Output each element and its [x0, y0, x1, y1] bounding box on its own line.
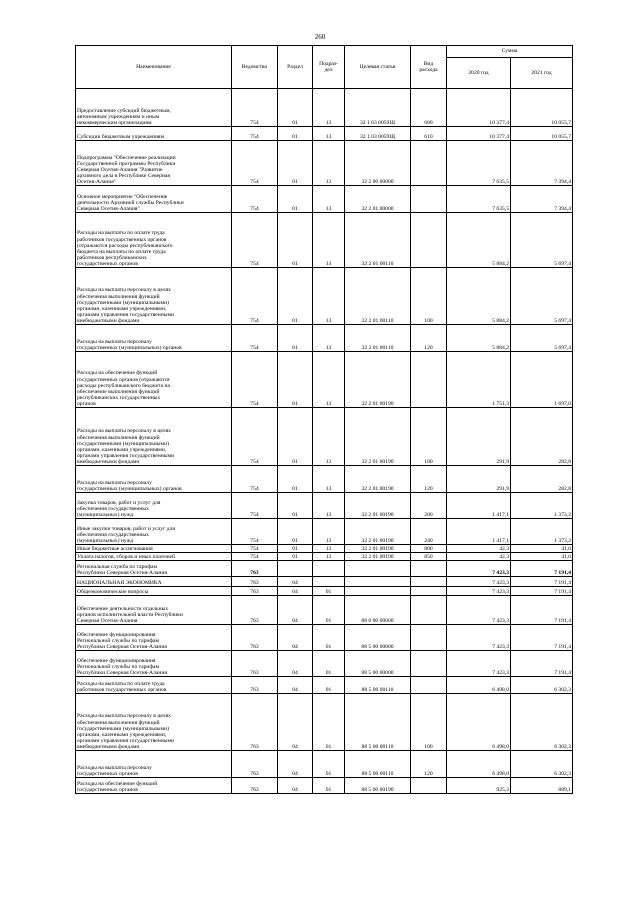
- cell-razdel: 04: [278, 651, 313, 677]
- cell-expense-type: 120: [411, 466, 447, 493]
- table-row: [76, 587, 573, 596]
- cell-target-article: 32 1 03 0059Щ: [345, 89, 411, 127]
- cell-podrazdel: 13: [313, 89, 345, 127]
- cell-expense-type: [411, 778, 447, 794]
- cell-expense-type: [411, 625, 447, 651]
- cell-expense-type: [411, 186, 447, 213]
- cell-name: Региональная служба по тарифам Республики Северная Осетия-Алания: [76, 561, 232, 577]
- cell-sum-2021: 7 191,4: [511, 651, 573, 677]
- cell-podrazdel: 13: [313, 325, 345, 352]
- cell-target-article: 32 2 00 00000: [345, 141, 411, 186]
- cell-sum-2020: 1 417,1: [447, 519, 511, 545]
- cell-razdel: 01: [278, 519, 313, 545]
- header-sum: Сумма: [447, 46, 573, 58]
- cell-name: НАЦИОНАЛЬНАЯ ЭКОНОМИКА: [76, 577, 232, 587]
- cell-vedomstvo: 754: [232, 89, 278, 127]
- cell-razdel: 01: [278, 466, 313, 493]
- cell-name: Расходы на обеспечение функций государственных органов (отражаются расходы республиканского бюджета на обеспечение выполнения функций республиканских государственных органов: [76, 352, 232, 408]
- cell-name: Предоставление субсидий бюджетным, автономным учреждениям и иным некоммерческим организациям: [76, 89, 232, 127]
- cell-target-article: 88 5 00 00110: [345, 694, 411, 751]
- cell-target-article: 88 5 00 00110: [345, 751, 411, 778]
- cell-name: Обеспечение функционирования Региональной службы по тарифам Республики Северная Осетия-Алания: [76, 625, 232, 651]
- cell-target-article: 32 1 03 0059Щ: [345, 127, 411, 141]
- header-expense-type: Вид расхода: [411, 46, 447, 89]
- cell-podrazdel: 13: [313, 493, 345, 519]
- header-name: Наименование: [76, 46, 232, 89]
- cell-name: Расходы на выплаты персоналу государственных (муниципальных) органов: [76, 325, 232, 352]
- cell-sum-2021: 282,8: [511, 408, 573, 466]
- table-row: [76, 493, 573, 519]
- cell-sum-2020: 925,3: [447, 778, 511, 794]
- cell-sum-2021: 1 373,2: [511, 519, 573, 545]
- cell-name: Расходы на выплаты по оплате труда работников государственных органов: [76, 677, 232, 694]
- cell-expense-type: [411, 596, 447, 625]
- cell-target-article: 88 5 00 00190: [345, 778, 411, 794]
- cell-name: Иные закупки товаров, работ и услуг для обеспечения государственных (муниципальных) нужд: [76, 519, 232, 545]
- cell-sum-2021: 41,0: [511, 553, 573, 561]
- cell-sum-2021: 282,8: [511, 466, 573, 493]
- cell-vedomstvo: 763: [232, 778, 278, 794]
- cell-expense-type: 100: [411, 268, 447, 325]
- cell-sum-2021: 7 191,4: [511, 577, 573, 587]
- cell-vedomstvo: 763: [232, 561, 278, 577]
- cell-vedomstvo: 754: [232, 186, 278, 213]
- cell-podrazdel: 01: [313, 596, 345, 625]
- cell-vedomstvo: 754: [232, 545, 278, 553]
- cell-podrazdel: [313, 561, 345, 577]
- cell-expense-type: [411, 587, 447, 596]
- cell-target-article: 32 2 01 00000: [345, 186, 411, 213]
- cell-target-article: [345, 561, 411, 577]
- cell-sum-2020: 7 423,3: [447, 596, 511, 625]
- header-target-article: Целевая статья: [345, 46, 411, 89]
- table-row: [76, 545, 573, 553]
- cell-target-article: 32 2 01 00110: [345, 213, 411, 268]
- cell-razdel: 04: [278, 751, 313, 778]
- cell-name: Расходы на выплаты персоналу в целях обеспечения выполнения функций государственными (муниципальными) органами, казенными учреждениями, органами управления государственными внебюджетными фондами: [76, 268, 232, 325]
- cell-sum-2020: 7 423,3: [447, 651, 511, 677]
- cell-name: Обеспечение функционирования Региональной службы по тарифам Республики Северная Осетия-Алания: [76, 651, 232, 677]
- cell-target-article: 32 2 01 00110: [345, 325, 411, 352]
- cell-target-article: 32 2 01 00190: [345, 553, 411, 561]
- header-year-2020: 2020 год: [447, 58, 511, 89]
- cell-sum-2020: 1 417,1: [447, 493, 511, 519]
- cell-expense-type: [411, 141, 447, 186]
- cell-sum-2021: 7 191,4: [511, 561, 573, 577]
- cell-podrazdel: 13: [313, 268, 345, 325]
- cell-name: Общеэкономические вопросы: [76, 587, 232, 596]
- cell-vedomstvo: 754: [232, 466, 278, 493]
- cell-sum-2021: 6 302,3: [511, 751, 573, 778]
- cell-sum-2020: 10 377,4: [447, 127, 511, 141]
- cell-razdel: 01: [278, 553, 313, 561]
- cell-sum-2020: 7 423,3: [447, 561, 511, 577]
- header-year-2021: 2021 год: [511, 58, 573, 89]
- table-row: [76, 778, 573, 794]
- cell-sum-2021: 1 373,2: [511, 493, 573, 519]
- table-row: [76, 352, 573, 408]
- cell-sum-2020: 42,3: [447, 545, 511, 553]
- cell-name: Расходы на выплаты персоналу государственных органов: [76, 751, 232, 778]
- cell-podrazdel: 01: [313, 751, 345, 778]
- cell-expense-type: [411, 561, 447, 577]
- cell-expense-type: 100: [411, 408, 447, 466]
- cell-sum-2020: 5 884,2: [447, 213, 511, 268]
- table-row: [76, 408, 573, 466]
- cell-target-article: [345, 577, 411, 587]
- cell-sum-2020: 5 884,2: [447, 268, 511, 325]
- cell-expense-type: 610: [411, 127, 447, 141]
- cell-razdel: [278, 561, 313, 577]
- cell-sum-2020: 291,9: [447, 408, 511, 466]
- cell-razdel: 04: [278, 596, 313, 625]
- cell-sum-2021: 6 302,3: [511, 677, 573, 694]
- cell-sum-2021: 7 191,4: [511, 596, 573, 625]
- cell-sum-2021: 5 697,4: [511, 213, 573, 268]
- cell-target-article: 88 5 00 00000: [345, 625, 411, 651]
- cell-target-article: 88 0 00 00000: [345, 596, 411, 625]
- cell-sum-2020: 10 377,4: [447, 89, 511, 127]
- cell-name: Основное мероприятие "Обеспечение деятельности Архивной службы Республики Северная Осетия-Алания": [76, 186, 232, 213]
- table-row: [76, 466, 573, 493]
- cell-razdel: 04: [278, 577, 313, 587]
- cell-podrazdel: 13: [313, 213, 345, 268]
- cell-razdel: 01: [278, 352, 313, 408]
- cell-sum-2020: 7 423,3: [447, 625, 511, 651]
- cell-expense-type: 100: [411, 694, 447, 751]
- cell-sum-2020: 7 423,3: [447, 577, 511, 587]
- cell-podrazdel: 13: [313, 545, 345, 553]
- cell-name: Уплата налогов, сборов и иных платежей: [76, 553, 232, 561]
- budget-table: [75, 45, 573, 794]
- cell-vedomstvo: 754: [232, 141, 278, 186]
- table-row: [76, 213, 573, 268]
- cell-sum-2020: 6 498,0: [447, 751, 511, 778]
- cell-podrazdel: 01: [313, 625, 345, 651]
- cell-podrazdel: 13: [313, 519, 345, 545]
- cell-name: Расходы на выплаты персоналу государственных (муниципальных) органов: [76, 466, 232, 493]
- cell-expense-type: [411, 651, 447, 677]
- table-row: [76, 268, 573, 325]
- cell-vedomstvo: 763: [232, 577, 278, 587]
- cell-sum-2020: 7 635,5: [447, 141, 511, 186]
- cell-target-article: [345, 587, 411, 596]
- table-row: [76, 89, 573, 127]
- cell-sum-2020: 6 498,0: [447, 677, 511, 694]
- cell-podrazdel: [313, 577, 345, 587]
- cell-name: Расходы на выплаты по оплате труда работников государственных органов (отражаются расходы республиканского бюджета на выплаты по оплате труда работников республиканских государственных органов: [76, 213, 232, 268]
- cell-expense-type: [411, 577, 447, 587]
- header-vedomstvo: Ведомство: [232, 46, 278, 89]
- cell-name: Субсидии бюджетным учреждениям: [76, 127, 232, 141]
- cell-name: Обеспечение деятельности отдельных органов исполнительной власти Республики Северная Осетия-Алания: [76, 596, 232, 625]
- cell-sum-2021: 7 191,4: [511, 625, 573, 651]
- cell-razdel: 01: [278, 408, 313, 466]
- cell-vedomstvo: 754: [232, 352, 278, 408]
- cell-sum-2021: 41,0: [511, 545, 573, 553]
- cell-vedomstvo: 763: [232, 651, 278, 677]
- cell-expense-type: 850: [411, 553, 447, 561]
- cell-target-article: 32 2 01 00190: [345, 352, 411, 408]
- cell-sum-2020: 1 751,3: [447, 352, 511, 408]
- cell-razdel: 01: [278, 141, 313, 186]
- cell-sum-2021: 6 302,3: [511, 694, 573, 751]
- cell-target-article: 32 2 01 00190: [345, 408, 411, 466]
- table-row: [76, 751, 573, 778]
- cell-razdel: 01: [278, 325, 313, 352]
- cell-expense-type: 240: [411, 519, 447, 545]
- cell-expense-type: 600: [411, 89, 447, 127]
- cell-vedomstvo: 754: [232, 493, 278, 519]
- cell-vedomstvo: 763: [232, 677, 278, 694]
- table-row: [76, 561, 573, 577]
- table-row: [76, 677, 573, 694]
- cell-podrazdel: 01: [313, 651, 345, 677]
- table-row: [76, 325, 573, 352]
- cell-expense-type: 800: [411, 545, 447, 553]
- cell-vedomstvo: 754: [232, 553, 278, 561]
- cell-razdel: 04: [278, 694, 313, 751]
- cell-podrazdel: 13: [313, 141, 345, 186]
- cell-sum-2020: 7 635,5: [447, 186, 511, 213]
- cell-razdel: 01: [278, 268, 313, 325]
- cell-sum-2020: 42,3: [447, 553, 511, 561]
- cell-name: Закупка товаров, работ и услуг для обеспечения государственных (муниципальных) нужд: [76, 493, 232, 519]
- cell-vedomstvo: 763: [232, 751, 278, 778]
- cell-razdel: 04: [278, 587, 313, 596]
- cell-vedomstvo: 754: [232, 408, 278, 466]
- table-body: [76, 89, 573, 794]
- cell-podrazdel: 13: [313, 352, 345, 408]
- cell-sum-2021: 889,1: [511, 778, 573, 794]
- page-number: 260: [314, 33, 326, 41]
- cell-vedomstvo: 763: [232, 596, 278, 625]
- table-row: [76, 596, 573, 625]
- cell-name: Расходы на выплаты персоналу в целях обеспечения выполнения функций государственными (муниципальными) органами, казенными учреждениями, органами управления государственными внебюджетными фондами: [76, 408, 232, 466]
- cell-name: Подпрограмма "Обеспечение реализации Государственной программы Республики Северная Осетия-Алания "Развитие архивного дела в Республике Северная Осетия-Алания": [76, 141, 232, 186]
- cell-target-article: 32 2 01 00190: [345, 519, 411, 545]
- cell-vedomstvo: 754: [232, 127, 278, 141]
- cell-sum-2021: 7 191,4: [511, 587, 573, 596]
- cell-expense-type: [411, 213, 447, 268]
- cell-razdel: 01: [278, 127, 313, 141]
- cell-expense-type: 200: [411, 493, 447, 519]
- cell-podrazdel: 01: [313, 677, 345, 694]
- cell-vedomstvo: 754: [232, 325, 278, 352]
- cell-target-article: 32 2 01 00190: [345, 466, 411, 493]
- cell-razdel: 04: [278, 677, 313, 694]
- cell-sum-2021: 1 697,0: [511, 352, 573, 408]
- cell-vedomstvo: 754: [232, 519, 278, 545]
- header-razdel: Раздел: [278, 46, 313, 89]
- cell-sum-2021: 7 394,4: [511, 186, 573, 213]
- cell-podrazdel: 01: [313, 778, 345, 794]
- table-row: [76, 127, 573, 141]
- cell-target-article: 32 2 01 00190: [345, 493, 411, 519]
- cell-sum-2021: 10 055,7: [511, 89, 573, 127]
- cell-razdel: 01: [278, 89, 313, 127]
- cell-podrazdel: 01: [313, 694, 345, 751]
- cell-name: Расходы на выплаты персоналу в целях обеспечения выполнения функций государственными (муниципальными) органами, казенными учреждениями, органами управления государственными внебюджетными фондами: [76, 694, 232, 751]
- cell-sum-2020: 5 884,2: [447, 325, 511, 352]
- cell-sum-2021: 10 055,7: [511, 127, 573, 141]
- cell-podrazdel: 13: [313, 408, 345, 466]
- table-row: [76, 141, 573, 186]
- cell-name: Расходы на обеспечение функций государственных органов: [76, 778, 232, 794]
- cell-sum-2020: 7 423,3: [447, 587, 511, 596]
- cell-target-article: 32 2 01 00190: [345, 545, 411, 553]
- cell-sum-2021: 7 394,4: [511, 141, 573, 186]
- cell-podrazdel: 01: [313, 587, 345, 596]
- cell-podrazdel: 13: [313, 127, 345, 141]
- table-row: [76, 694, 573, 751]
- cell-vedomstvo: 763: [232, 587, 278, 596]
- cell-razdel: 04: [278, 625, 313, 651]
- cell-expense-type: [411, 677, 447, 694]
- cell-vedomstvo: 754: [232, 268, 278, 325]
- table-row: [76, 577, 573, 587]
- cell-expense-type: [411, 352, 447, 408]
- table-row: [76, 519, 573, 545]
- cell-razdel: 01: [278, 493, 313, 519]
- cell-sum-2020: 6 498,0: [447, 694, 511, 751]
- table-row: [76, 186, 573, 213]
- cell-razdel: 04: [278, 778, 313, 794]
- cell-razdel: 01: [278, 213, 313, 268]
- cell-podrazdel: 13: [313, 553, 345, 561]
- cell-target-article: 88 5 00 00000: [345, 651, 411, 677]
- cell-vedomstvo: 763: [232, 694, 278, 751]
- cell-vedomstvo: 754: [232, 213, 278, 268]
- cell-expense-type: 120: [411, 325, 447, 352]
- table-row: [76, 651, 573, 677]
- cell-name: Иные бюджетные ассигнования: [76, 545, 232, 553]
- cell-target-article: 32 2 01 00110: [345, 268, 411, 325]
- cell-razdel: 01: [278, 186, 313, 213]
- header-podrazdel: Подраз- дел: [313, 46, 345, 89]
- table-row: [76, 553, 573, 561]
- cell-sum-2020: 291,9: [447, 466, 511, 493]
- cell-target-article: 88 5 00 00110: [345, 677, 411, 694]
- cell-expense-type: 120: [411, 751, 447, 778]
- cell-vedomstvo: 763: [232, 625, 278, 651]
- cell-sum-2021: 5 697,4: [511, 268, 573, 325]
- cell-sum-2021: 5 697,4: [511, 325, 573, 352]
- table-row: [76, 625, 573, 651]
- cell-razdel: 01: [278, 545, 313, 553]
- cell-podrazdel: 13: [313, 186, 345, 213]
- cell-podrazdel: 13: [313, 466, 345, 493]
